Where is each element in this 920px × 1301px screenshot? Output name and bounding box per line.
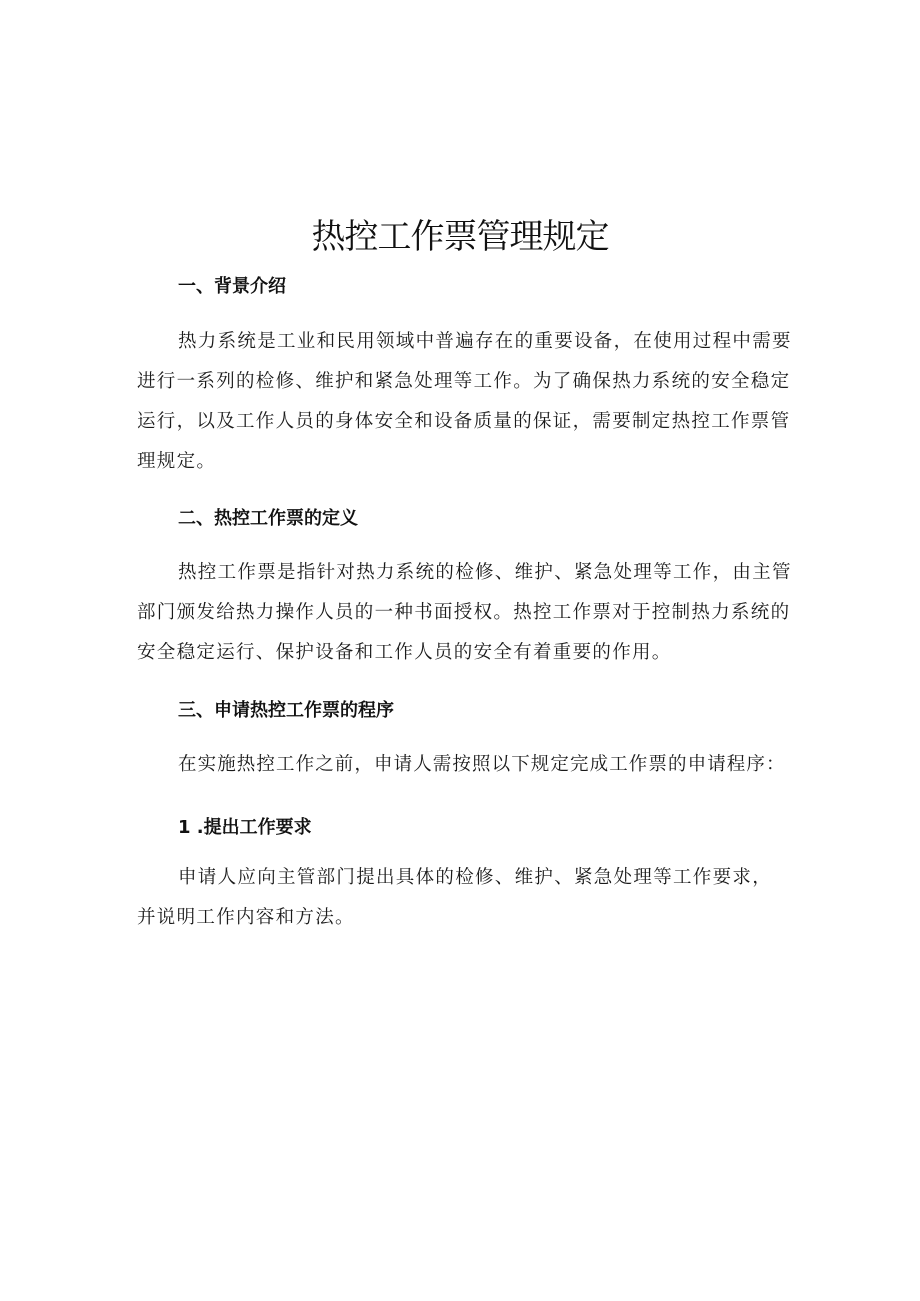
section-paragraph-procedure: 在实施热控工作之前，申请人需按照以下规定完成工作票的申请程序： <box>178 754 786 775</box>
section-heading-procedure: 三、申请热控工作票的程序 <box>178 700 394 721</box>
paragraph-line: 申请人应向主管部门提出具体的检修、维护、紧急处理等工作要求， <box>178 867 773 888</box>
subsection-heading-work-request: 1 .提出工作要求 <box>178 817 312 838</box>
section-heading-definition: 二、热控工作票的定义 <box>178 508 358 529</box>
section-heading-background: 一、背景介绍 <box>178 276 286 297</box>
paragraph-line: 并说明工作内容和方法。 <box>137 907 355 928</box>
section-paragraph-definition: 热控工作票是指针对热力系统的检修、维护、紧急处理等工作，由主管部门颁发给热力操作人员的一种书面授权。热控工作票对于控制热力系统的安全稳定运行、保护设备和工作人员的安全有着重要的作用。 <box>137 562 792 663</box>
section-paragraph-background: 热力系统是工业和民用领域中普遍存在的重要设备，在使用过程中需要进行一系列的检修、维护和紧急处理等工作。为了确保热力系统的安全稳定运行，以及工作人员的身体安全和设备质量的保证，需要制定热控工作票管理规定。 <box>137 331 792 472</box>
subsection-paragraph-work-request <box>137 858 803 938</box>
document-title: 热控工作票管理规定 <box>311 217 609 257</box>
